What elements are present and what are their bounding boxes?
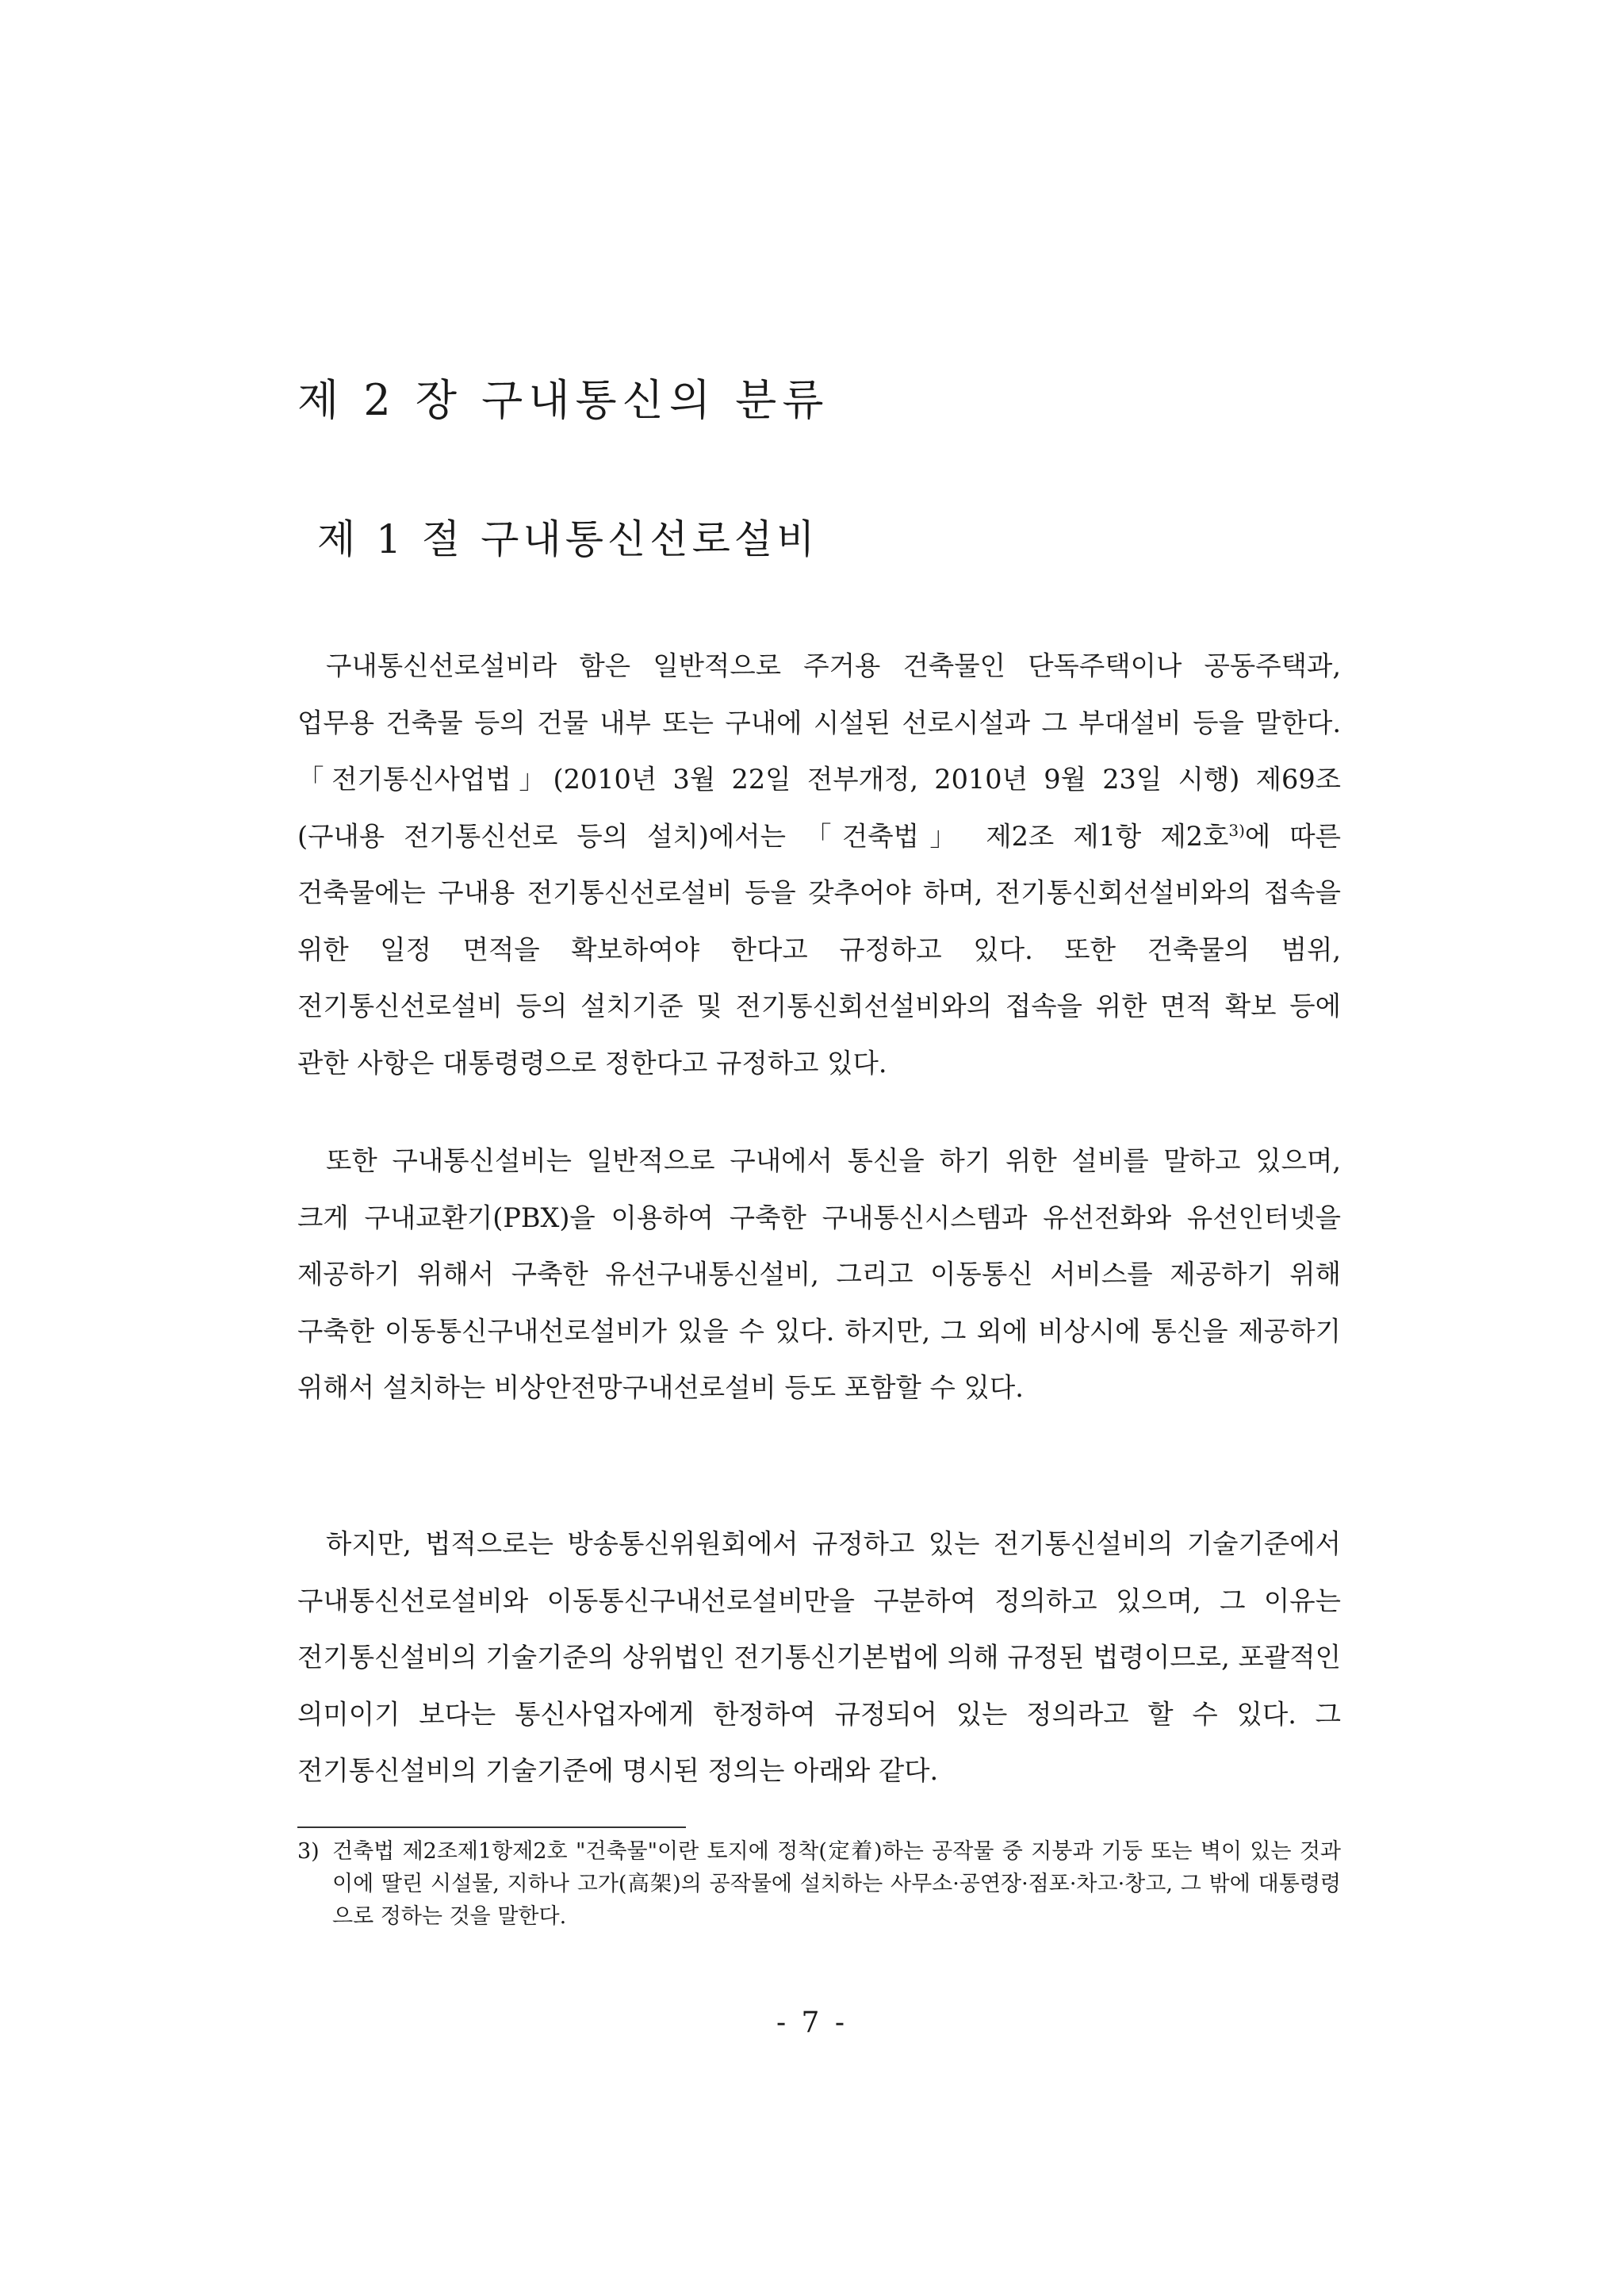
paragraph-1-text-b: 에 따른 건축물에는 구내용 전기통신선로설비 등을 갖추어야 하며, 전기통신회선설비와의 접속을 위한 일정 면적을 확보하여야 한다고 규정하고 있다. 또한 건축물의 범위, 전기통신선로설비 등의 설치기준 및 전기통신회선설비와의 접속을 위한 면적 확보 등에 관한 사항은 대통령령으로 정한다고 규정하고 있다. <box>297 820 1341 1079</box>
paragraph-1 <box>297 638 1341 1091</box>
footnote-number: 3) <box>297 1839 320 1864</box>
footnote <box>297 1835 1341 1933</box>
footnote-reference[interactable]: 3) <box>1228 820 1245 840</box>
footnote-divider <box>297 1826 686 1828</box>
footnote-text: 건축법 제2조제1항제2호 "건축물"이란 토지에 정착(定着)하는 공작물 중 지붕과 기둥 또는 벽이 있는 것과 이에 딸린 시설물, 지하나 고가(高架)의 공작물에 설치하는 사무소·공연장·점포·차고·창고, 그 밖에 대통령령으로 정하는 것을 말한다. <box>332 1839 1341 1929</box>
chapter-title: 제 2 장 구내통신의 분류 <box>297 375 829 425</box>
page-number: - 7 - <box>776 2007 848 2039</box>
paragraph-3: 하지만, 법적으로는 방송통신위원회에서 규정하고 있는 전기통신설비의 기술기준에서 구내통신선로설비와 이동통신구내선로설비만을 구분하여 정의하고 있으며, 그 이유는 전기통신설비의 기술기준의 상위법인 전기통신기본법에 의해 규정된 법령이므로, 포괄적인 의미이기 보다는 통신사업자에게 한정하여 규정되어 있는 정의라고 할 수 있다. 그 전기통신설비의 기술기준에 명시된 정의는 아래와 같다. <box>297 1528 1341 1786</box>
section-title: 제 1 절 구내통신선로설비 <box>317 516 819 562</box>
paragraph-1-text-a: 구내통신선로설비라 함은 일반적으로 주거용 건축물인 단독주택이나 공동주택과, 업무용 건축물 등의 건물 내부 또는 구내에 시설된 선로시설과 그 부대설비 등을 말한다. 「전기통신사업법」(2010년 3월 22일 전부개정, 2010년 9월 23일 시행) 제69조(구내용 전기통신선로 등의 설치)에서는 「건축법」 제2조 제1항 제2호 <box>297 650 1341 852</box>
paragraph-2: 또한 구내통신설비는 일반적으로 구내에서 통신을 하기 위한 설비를 말하고 있으며, 크게 구내교환기(PBX)을 이용하여 구축한 구내통신시스템과 유선전화와 유선인터넷을 제공하기 위해서 구축한 유선구내통신설비, 그리고 이동통신 서비스를 제공하기 위해 구축한 이동통신구내선로설비가 있을 수 있다. 하지만, 그 외에 비상시에 통신을 제공하기 위해서 설치하는 비상안전망구내선로설비 등도 포함할 수 있다. <box>297 1145 1341 1403</box>
